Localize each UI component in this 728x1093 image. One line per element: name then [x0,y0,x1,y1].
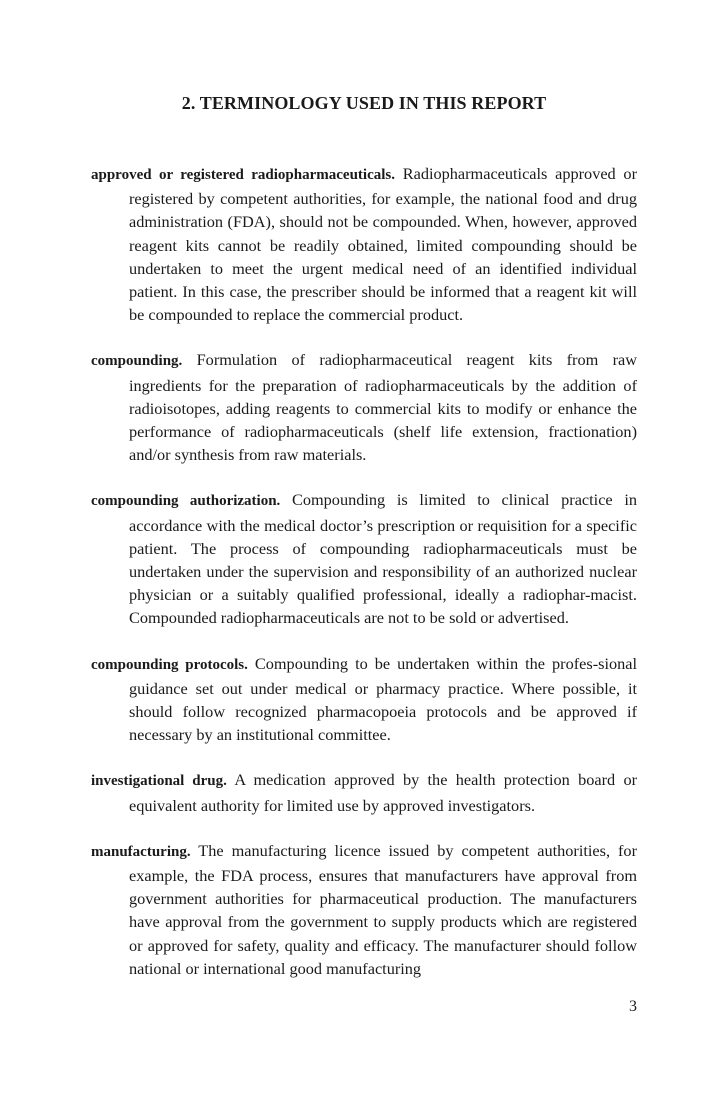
term-entry-compounding-protocols [91,652,637,747]
term-label: manufacturing. [91,843,191,860]
term-entry-manufacturing [91,839,637,980]
term-label: investigational drug. [91,773,227,790]
term-definition: Formulation of radiopharmaceutical reagent kits from raw ingredients for the preparation of radiopharmaceuticals by the addition of radioisotopes, adding reagents to commercial kits to modify or enhance the performance of radiopharmaceuticals (shelf life extension, fractionation) and/or synthesis from raw materials. [129,350,637,465]
term-entry-investigational-drug [91,768,637,816]
term-definition: Radiopharmaceuticals approved or registered by competent authorities, for example, the national food and drug administration (FDA), should not be compounded. When, however, approved reagent kits cannot be readily obtained, limited compounding should be undertaken to meet the urgent medical need of an identified individual patient. In this case, the prescriber should be informed that a reagent kit will be compounded to replace the commercial product. [129,164,637,325]
term-entry-approved-or-registered [91,162,637,326]
term-label: compounding authorization. [91,493,281,510]
term-label: compounding protocols. [91,656,248,673]
term-definition: A medication approved by the health protection board or equivalent authority for limited use by approved investigators. [129,770,638,815]
term-definition: Compounding is limited to clinical practice in accordance with the medical doctor’s prescription or requisition for a specific patient. The process of compounding radiopharmaceuticals must be undertaken under the supervision and responsibility of an authorized nuclear physician or a suitably qualified professional, ideally a radiophar-macist. Compounded radiopharmaceuticals are not to be sold or advertised. [129,490,637,628]
page-number: 3 [629,998,637,1015]
term-entry-compounding-authorization [91,488,637,629]
term-label: approved or registered radiopharmaceuticals. [91,167,395,183]
term-definition: The manufacturing licence issued by competent authorities, for example, the FDA process, ensures that manufacturers have approval from government authorities for pharmaceutical production. The manufacturers have approval from the government to supply products which are registered or approved for safety, quality and efficacy. The manufacturer should follow national or international good manufacturing [129,840,637,978]
section-heading: 2. TERMINOLOGY USED IN THIS REPORT [181,93,547,113]
terminology-list [91,162,637,1002]
term-label: compounding. [91,353,183,370]
term-definition: Compounding to be undertaken within the profes-sional guidance set out under medical or pharmacy practice. Where possible, it should follow recognized pharmacopoeia protocols and be approved if necessary by an institutional committee. [129,653,638,745]
term-entry-compounding [91,348,637,466]
